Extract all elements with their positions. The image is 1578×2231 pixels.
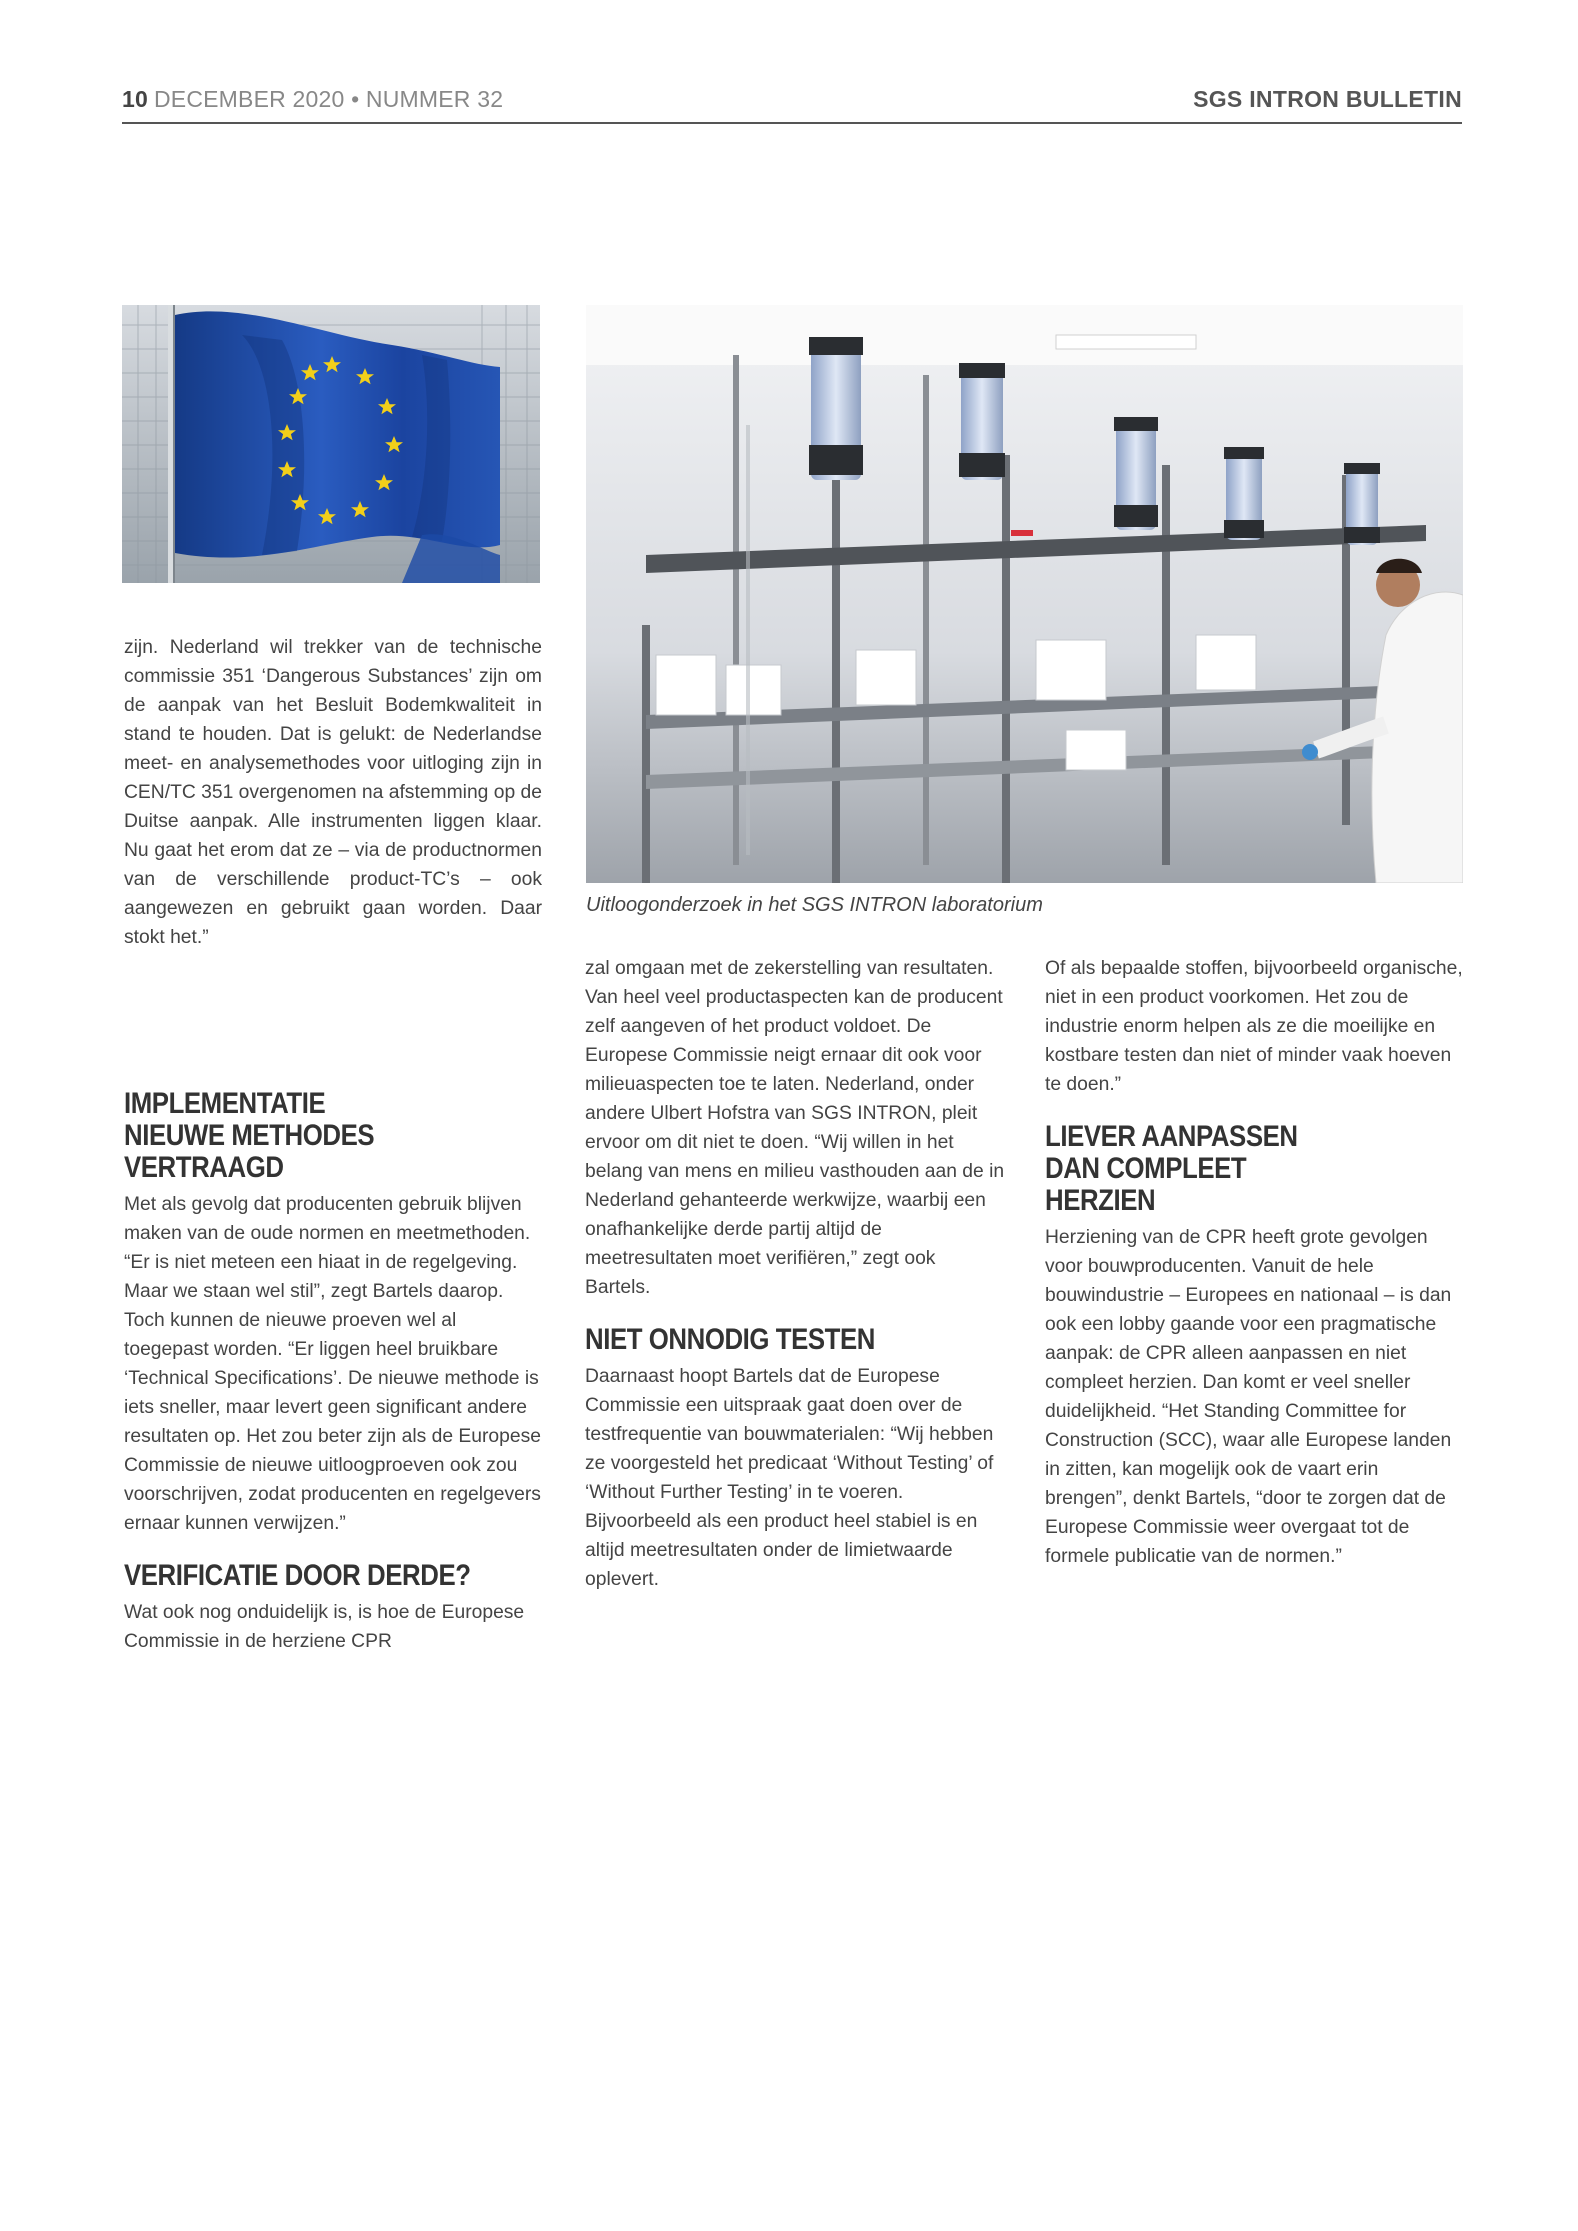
section2-paragraph-continued: zal omgaan met de zekerstelling van resultaten. Van heel veel productaspecten kan de producent zelf aangeven of het product voldoet. De Europese Commissie neigt ernaar dit ook voor milieuaspecten toe te laten. Nederland, onder andere Ulbert Hofstra van SGS INTRON, pleit ervoor om dit niet te doen. “Wij willen in het belang van mens en milieu vasthouden aan de in Nederland gehanteerde werkwijze, waarbij een onafhankelijke derde partij altijd de meetresultaten moet verifiëren,” zegt ook Bartels. [585,958,1005,1298]
section-heading-liever-aanpassen: LIEVER AANPASSEN DAN COMPLEET HERZIEN [1045,1120,1298,1217]
section-heading-verificatie: VERIFICATIE DOOR DERDE? [124,1559,471,1592]
section1-paragraph: Met als gevolg dat producenten gebruik blijven maken van de oude normen en meetmethoden. “Er is niet meteen een hiaat in de regelgeving. Maar we staan wel stil”, zegt Bartels daarop. Toch kunnen de nieuwe proeven wel al toegepast worden. “Er liggen heel bruikbare ‘Technical Specifications’. De nieuwe methode is iets sneller, maar levert geen significant andere resultaten op. Het zou beter zijn als de Europese Commissie de nieuwe uitloogproeven ook zou voorschrijven, zodat producenten en regelgevers ernaar kunnen verwijzen.” [124,1194,541,1534]
laboratory-illustration [586,305,1463,883]
page-number: 10 [122,86,148,112]
article-column-1-sections [124,1088,542,1656]
eu-flag-photo [122,305,540,583]
page-header-left [122,86,503,113]
section3-paragraph-start: Daarnaast hoopt Bartels dat de Europese Commissie een uitspraak gaat doen over de testfrequentie van bouwmaterialen: “Wij hebben ze voorgesteld het predicaat ‘Without Testing’ of ‘Without Further Testing’ in te voeren. Bijvoorbeeld als een product heel stabiel is en altijd meetresultaten onder de limietwaarde oplevert. [585,1366,994,1590]
article-column-1 [124,633,542,952]
intro-paragraph: zijn. Nederland wil trekker van de technische commissie 351 ‘Dangerous Substances’ zijn om de aanpak van het Besluit Bodemkwaliteit in stand te houden. Dat is gelukt: de Nederlandse meet- en analysemethodes voor uitloging zijn in CEN/TC 351 overgenomen na afstemming op de Duitse aanpak. Alle instrumenten liggen klaar. Nu gaat het erom dat ze – via de productnormen van de verschillende product-TC’s – ook aangewezen en gebruikt gaan worden. Daar stokt het.” [124,637,542,948]
section3-paragraph-continued: Of als bepaalde stoffen, bijvoorbeeld organische, niet in een product voorkomen. Het zou de industrie enorm helpen als ze die moeilijke en kostbare testen dan niet of minder vaak hoeven te doen.” [1045,958,1463,1095]
publication-title: SGS INTRON BULLETIN [1193,86,1462,112]
issue-info: DECEMBER 2020 • NUMMER 32 [153,86,504,112]
section2-paragraph-start: Wat ook nog onduidelijk is, is hoe de Europese Commissie in de herziene CPR [124,1602,525,1652]
page-header [122,84,1462,124]
article-column-3 [1045,954,1463,1571]
lab-photo-caption: Uitloogonderzoek in het SGS INTRON laboratorium [586,894,1043,916]
laboratory-photo [586,305,1463,883]
section4-paragraph: Herziening van de CPR heeft grote gevolgen voor bouwproducenten. Vanuit de hele bouwindustrie – Europees en nationaal – is dan ook een lobby gaande voor een pragmatische aanpak: de CPR alleen aanpassen en niet compleet herzien. Dan komt er veel sneller duidelijkheid. “Het Standing Committee for Construction (SCC), waar alle Europese landen in zitten, kan mogelijk ook de vaart erin brengen”, denkt Bartels, “door te zorgen dat de Europese Commissie weer overgaat tot de formele publicatie van de normen.” [1045,1227,1452,1567]
article-column-2 [585,954,1005,1594]
section-heading-niet-onnodig: NIET ONNODIG TESTEN [585,1323,875,1356]
section-heading-implementatie: IMPLEMENTATIE NIEUWE METHODES VERTRAAGD [124,1087,375,1184]
eu-flag-illustration [122,305,540,583]
